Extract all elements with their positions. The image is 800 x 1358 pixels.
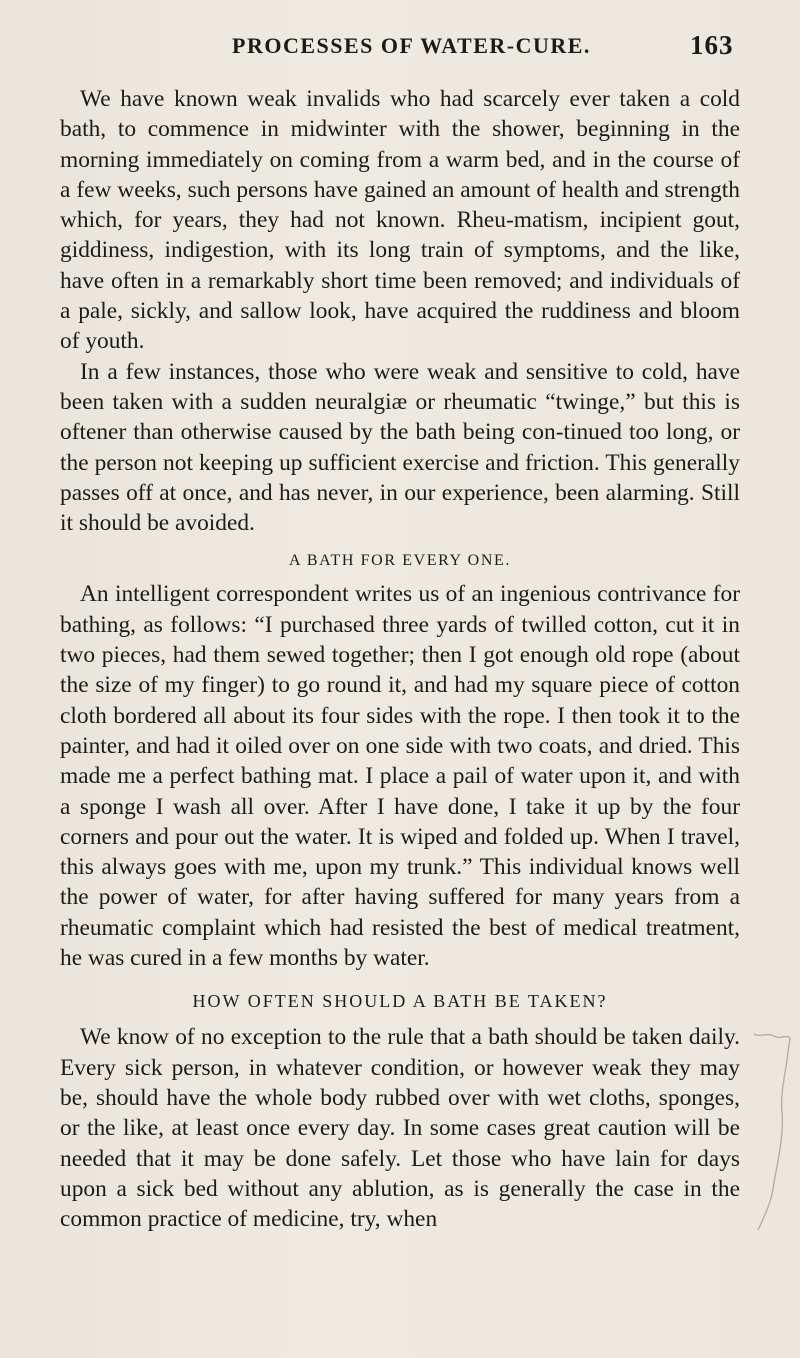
paragraph-daily-bath: We know of no exception to the rule that a bath should be taken daily. Every sick person, in whatever condition, or however weak they may be, should have the whole body rubbed over with wet cloths, sponges, or the like, at least once every day. In some cases great caution will be needed that it may be done safely. Let those who have lain for days upon a sick bed without any ablution, as is generally the case in the common practice of medicine, try, when bbox=[60, 1024, 740, 1233]
body-text bbox=[60, 84, 740, 1234]
running-head: PROCESSES OF WATER-CURE. bbox=[232, 33, 591, 58]
page-edge-stain-icon bbox=[752, 1032, 792, 1232]
paragraph-neuralgia: In a few instances, those who were weak and sensitive to cold, have been taken with a sudden neuralgiæ or rheumatic “twinge,” but this is oftener than otherwise caused by the bath being con-tinued too long, or the person not keeping up sufficient exercise and friction. This generally passes off at once, and has never, in our experience, been alarming. Still it should be avoided. bbox=[60, 358, 740, 537]
section-heading-bath-for-every-one: A BATH FOR EVERY ONE. bbox=[289, 552, 511, 570]
section-heading-how-often: HOW OFTEN SHOULD A BATH BE TAKEN? bbox=[192, 991, 608, 1012]
paragraph-invalids: We have known weak invalids who had scarcely ever taken a cold bath, to commence in midwinter with the shower, beginning in the morning immediately on coming from a warm bed, and in the course of a few weeks, such persons have gained an amount of health and strength which, for years, they had not known. Rheu-matism, incipient gout, giddiness, indigestion, with its long train of symptoms, and the like, have often in a remarkably short time been removed; and individuals of a pale, sickly, and sallow look, have acquired the ruddiness and bloom of youth. bbox=[60, 86, 740, 355]
page-number: 163 bbox=[690, 30, 734, 60]
page-header bbox=[0, 30, 800, 64]
paragraph-bathing-mat: An intelligent correspondent writes us of an ingenious contrivance for bathing, as follows: “I purchased three yards of twilled cotton, cut it in two pieces, had them sewed together; then I got enough old rope (about the size of my finger) to go round it, and had my square piece of cotton cloth bordered all about its four sides with the rope. I then took it to the painter, and had it oiled over on one side with two coats, and dried. This made me a perfect bathing mat. I place a pail of water upon it, and with a sponge I wash all over. After I have done, I take it up by the four corners and pour out the water. It is wiped and folded up. When I travel, this always goes with me, upon my trunk.” This individual knows well the power of water, for after having suffered for many years from a rheumatic complaint which had resisted the best of medical treatment, he was cured in a few months by water. bbox=[60, 581, 740, 972]
